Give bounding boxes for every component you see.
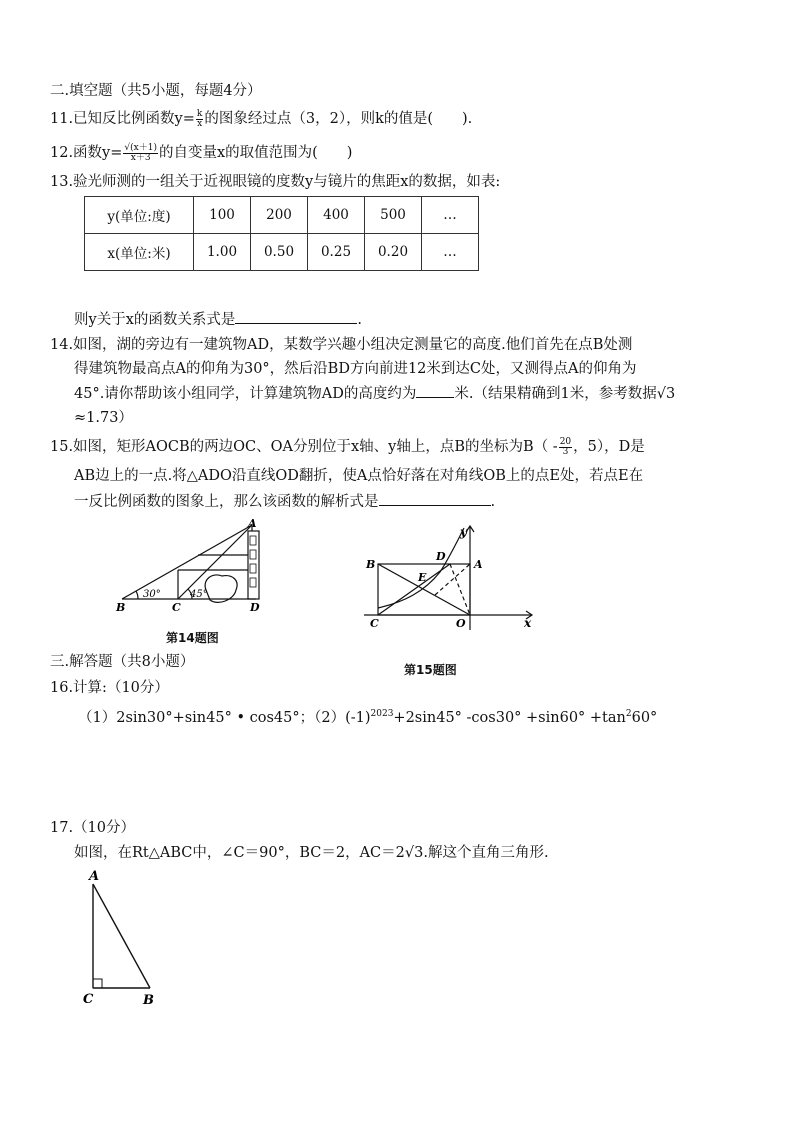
fig15-label-y: y	[460, 525, 467, 539]
q11-post: 的图象经过点（3，2），则k的值是( ).	[204, 111, 473, 127]
table-cell: 500	[365, 197, 422, 234]
q16-expr3: 60°	[631, 709, 658, 726]
q12-fraction	[123, 144, 158, 163]
fig15-label-x: x	[524, 616, 532, 630]
fig15-label-e: E	[418, 571, 427, 584]
q13-answer-pre: 则y关于x的函数关系式是	[74, 312, 236, 328]
fig17-right-angle-mark	[93, 979, 102, 988]
q14-line1: 14.如图，湖的旁边有一建筑物AD，某数学兴趣小组决定测量它的高度.他们首先在点B处测	[50, 337, 633, 353]
question-13: 13.验光师测的一组关于近视眼镜的度数y与镜片的焦距x的数据，如表:	[50, 174, 501, 190]
table-cell: 0.20	[365, 234, 422, 271]
figure-14	[114, 518, 274, 624]
q16-exponent-2: 2	[625, 709, 632, 719]
fig15-line-od	[450, 564, 470, 615]
q13-answer-post: .	[357, 312, 362, 328]
q12-frac-den: x＋3	[130, 152, 151, 163]
q11-frac-den: x	[197, 118, 203, 129]
q17-title: 17.（10分）	[50, 820, 136, 836]
fig14-window	[250, 578, 256, 587]
q14-line3-post: 米.（结果精确到1米，参考数据√3	[454, 386, 676, 402]
q11-fraction	[196, 110, 203, 129]
fig17-label-b: B	[143, 993, 154, 1008]
figure-15	[364, 522, 542, 634]
q13-data-table	[84, 196, 479, 271]
fig15-line-ea	[435, 564, 470, 595]
fig14-angle-45: 45°	[190, 589, 208, 600]
q15-frac-num: 20	[559, 436, 572, 447]
table-cell: 400	[308, 197, 365, 234]
q15-frac-den: 3	[562, 446, 569, 457]
q12-post: 的自变量x的取值范围为( )	[158, 145, 353, 161]
q15-answer-blank	[379, 491, 491, 506]
q14-line3	[74, 383, 675, 405]
fig14-angle-arc-b	[136, 591, 138, 599]
q11-pre: 11.已知反比例函数y=	[50, 111, 195, 127]
table-cell: 0.50	[251, 234, 308, 271]
q12-pre: 12.函数y=	[50, 145, 123, 161]
q15-fraction	[559, 438, 572, 457]
fig15-caption: 第15题图	[404, 663, 457, 677]
q15-line3	[74, 491, 495, 513]
q15-line1-pre: 15.如图，矩形AOCB的两边OC、OA分别位于x轴、y轴上，点B的坐标为B（ -	[50, 439, 558, 455]
q14-answer-blank	[416, 383, 454, 398]
q11-frac-num: k	[196, 108, 203, 119]
table-cell: y(单位:度)	[85, 197, 194, 234]
table-cell: …	[422, 197, 479, 234]
q15-line2: AB边上的一点.将△ADO沿直线OD翻折，使A点恰好落在对角线OB上的点E处，若点E在	[74, 468, 644, 484]
fig14-window	[250, 536, 256, 545]
table-cell: 1.00	[194, 234, 251, 271]
fig15-line-cd	[378, 564, 450, 615]
q15-line1	[50, 436, 645, 458]
fig14-label-c: C	[172, 601, 181, 614]
q14-line3-pre: 45°.请你帮助该小组同学，计算建筑物AD的高度约为	[74, 386, 417, 402]
table-cell: 100	[194, 197, 251, 234]
q16-title: 16.计算:（10分）	[50, 680, 169, 696]
q16-exponent: 2023	[370, 709, 394, 719]
fig14-label-d: D	[250, 601, 260, 614]
fig15-label-a: A	[474, 558, 483, 571]
section2-title: 二.填空题（共5小题，每题4分）	[50, 83, 262, 99]
table-cell: …	[422, 234, 479, 271]
fig14-lake	[205, 575, 237, 602]
table-row	[85, 197, 479, 234]
fig15-label-o: O	[456, 617, 466, 630]
question-12	[50, 142, 352, 164]
q17-body: 如图，在Rt△ABC中，∠C＝90°，BC＝2，AC＝2√3.解这个直角三角形.	[74, 845, 549, 861]
fig14-window	[250, 564, 256, 573]
fig14-line-ba	[122, 525, 252, 599]
table-cell: 200	[251, 197, 308, 234]
q15-line1-post: ，5），D是	[573, 439, 645, 455]
q15-line3-pre: 一反比例函数的图象上，那么该函数的解析式是	[74, 494, 379, 510]
q15-line3-post: .	[490, 494, 496, 510]
fig17-label-c: C	[83, 992, 94, 1007]
fig17-label-a: A	[89, 869, 100, 884]
q12-frac-num: √(x＋1)	[124, 142, 157, 153]
q16-expr2: +2sin45° -cos30° +sin60° +tan	[393, 709, 626, 726]
table-cell: x(单位:米)	[85, 234, 194, 271]
q14-line2: 得建筑物最高点A的仰角为30°，然后沿BD方向前进12米到达C处，又测得点A的仰角为	[74, 361, 637, 377]
q16-expr1: （1）2sin30°+sin45° • cos45°；（2）(-1)	[78, 709, 371, 726]
table-cell: 0.25	[308, 234, 365, 271]
table-row	[85, 234, 479, 271]
q13-answer-line	[74, 309, 362, 331]
section3-title: 三.解答题（共8小题）	[50, 654, 195, 670]
fig17-side-ab	[93, 884, 150, 988]
q16-expression	[78, 703, 657, 729]
fig14-window	[250, 550, 256, 559]
question-11	[50, 108, 472, 130]
fig14-angle-30: 30°	[143, 589, 161, 600]
fig14-line-ca	[178, 525, 252, 599]
fig15-label-c: C	[370, 617, 379, 630]
fig14-caption: 第14题图	[166, 631, 219, 645]
q14-line4: ≈1.73）	[74, 410, 133, 426]
fig14-label-b: B	[116, 601, 126, 614]
fig14-label-a: A	[248, 518, 257, 530]
fig15-label-b: B	[366, 558, 376, 571]
figure-17	[78, 864, 168, 1012]
q13-answer-blank	[235, 309, 357, 324]
fig15-label-d: D	[436, 550, 446, 563]
fig15-hyperbola	[378, 528, 464, 608]
